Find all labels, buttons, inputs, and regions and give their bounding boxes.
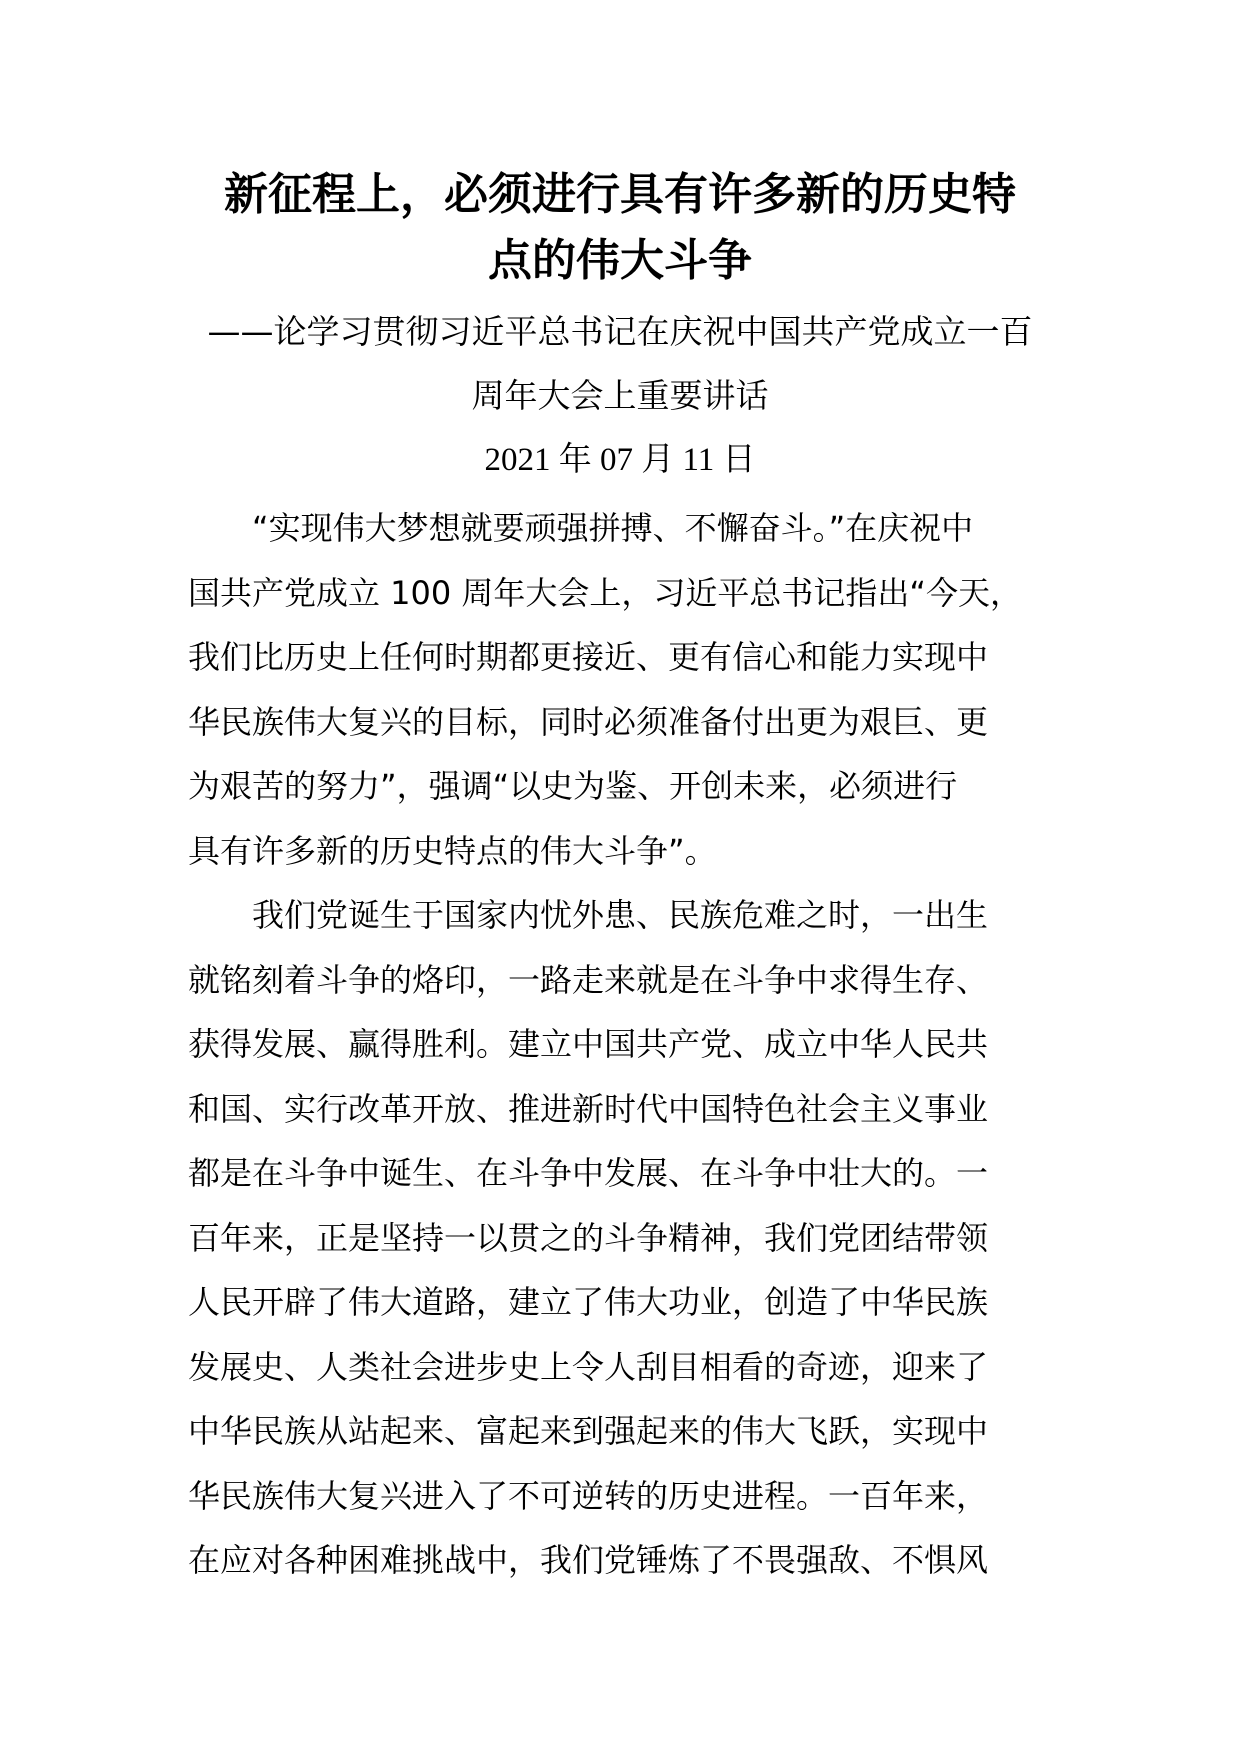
body-line: 和国、实行改革开放、推进新时代中国特色社会主义事业 [188, 1089, 989, 1128]
title-line-1: 新征程上，必须进行具有许多新的历史特 [224, 169, 1016, 220]
body-line: 国共产党成立 100 周年大会上，习近平总书记指出“今天， [188, 573, 1023, 612]
body-line: 都是在斗争中诞生、在斗争中发展、在斗争中壮大的。一 [188, 1154, 989, 1192]
body-line: 华民族伟大复兴进入了不可逆转的历史进程。一百年来， [188, 1476, 989, 1515]
title-line-2: 点的伟大斗争 [488, 235, 752, 286]
body-line: 在应对各种困难挑战中，我们党锤炼了不畏强敌、不惧风 [188, 1541, 989, 1579]
publish-date: 2021 年 07 月 11 日 [484, 442, 756, 478]
subtitle-line-1: ——论学习贯彻习近平总书记在庆祝中国共产党成立一百 [207, 312, 1033, 351]
body-line: 我们党诞生于国家内忧外患、民族危难之时，一出生 [252, 896, 989, 934]
subtitle-line-2: 周年大会上重要讲话 [471, 376, 769, 415]
body-line: 就铭刻着斗争的烙印，一路走来就是在斗争中求得生存、 [188, 960, 989, 999]
body-line: 百年来，正是坚持一以贯之的斗争精神，我们党团结带领 [188, 1218, 989, 1257]
body-line: 获得发展、赢得胜利。建立中国共产党、成立中华人民共 [188, 1025, 989, 1063]
body-line: 为艰苦的努力”，强调“以史为鉴、开创未来，必须进行 [188, 767, 958, 805]
article-body [188, 496, 1058, 1593]
body-line: 华民族伟大复兴的目标，同时必须准备付出更为艰巨、更 [188, 702, 989, 741]
article-title [150, 162, 1090, 294]
body-line: 中华民族从站起来、富起来到强起来的伟大飞跃，实现中 [188, 1412, 989, 1450]
body-line: 人民开辟了伟大道路，建立了伟大功业，创造了中华民族 [188, 1283, 989, 1321]
article-subtitle [150, 300, 1090, 428]
body-line: “实现伟大梦想就要顽强拼搏、不懈奋斗。”在庆祝中 [252, 509, 974, 547]
body-line: 具有许多新的历史特点的伟大斗争”。 [188, 831, 717, 870]
paragraph-1 [188, 496, 1058, 883]
body-line: 发展史、人类社会进步史上令人刮目相看的奇迹，迎来了 [188, 1347, 989, 1386]
paragraph-2 [188, 883, 1058, 1593]
body-line: 我们比历史上任何时期都更接近、更有信心和能力实现中 [188, 638, 989, 676]
